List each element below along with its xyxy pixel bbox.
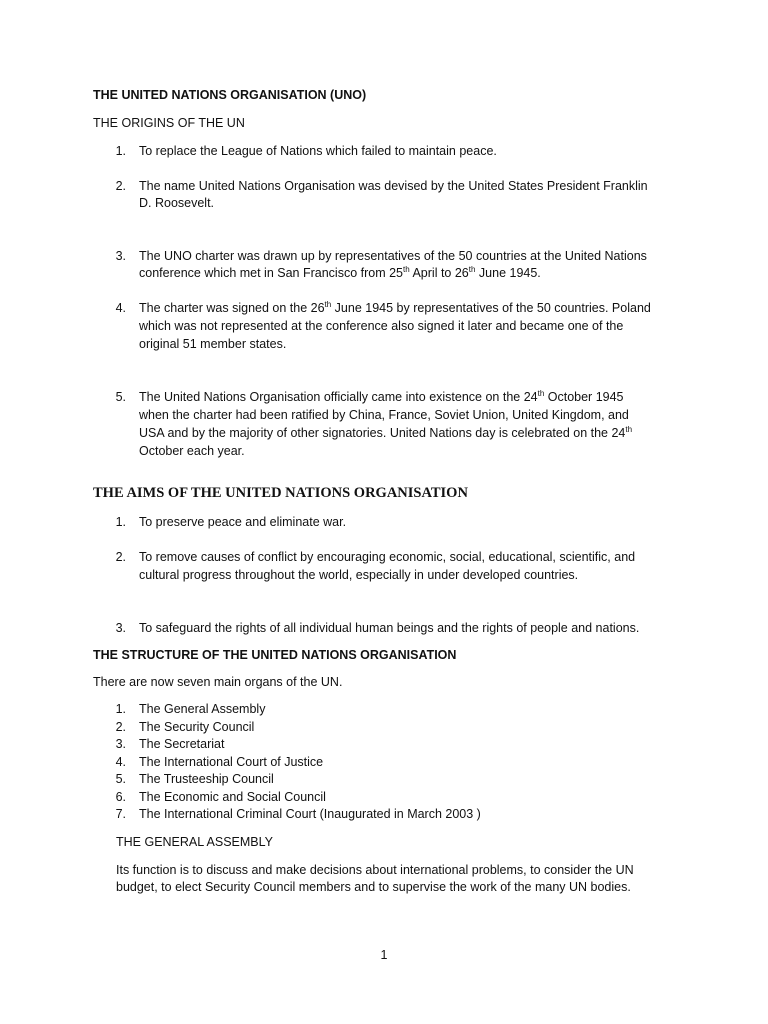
list-item-text: The UNO charter was drawn up by representatives of the 50 countries at the United Nations: [139, 249, 647, 263]
list-item-text: [139, 265, 541, 283]
text-run: April to 26: [409, 266, 469, 280]
superscript: th: [537, 388, 545, 398]
paragraph-line: Its function is to discuss and make decisions about international problems, to consider the UN: [116, 863, 634, 877]
paragraph-line: budget, to elect Security Council members and to supervise the work of the many UN bodies.: [116, 880, 631, 894]
text-run: June 1945 by representatives of the 50 countries. Poland: [331, 301, 651, 315]
list-number: 3.: [115, 737, 126, 751]
list-item-text: The Economic and Social Council: [139, 790, 326, 804]
list-number: 5.: [115, 390, 126, 404]
list-number: 3.: [115, 249, 126, 263]
list-number: 2.: [115, 550, 126, 564]
list-item-text: [139, 300, 651, 318]
superscript: th: [625, 424, 633, 434]
text-run: The charter was signed on the 26: [139, 301, 325, 315]
list-item-text: cultural progress throughout the world, especially in under developed countries.: [139, 568, 579, 582]
text-run: The United Nations Organisation officially came into existence on the 24: [139, 390, 538, 404]
list-number: 7.: [115, 807, 126, 821]
structure-intro: There are now seven main organs of the UN.: [93, 675, 343, 689]
list-item-text: The Security Council: [139, 720, 255, 734]
list-item-text: To preserve peace and eliminate war.: [139, 515, 347, 529]
list-number: 4.: [115, 301, 126, 315]
superscript: th: [403, 264, 410, 274]
list-item-text: To safeguard the rights of all individual human beings and the rights of people and nations.: [139, 621, 640, 635]
list-number: 3.: [115, 621, 126, 635]
list-number: 1.: [115, 144, 126, 158]
superscript: th: [324, 299, 332, 309]
superscript: th: [468, 264, 476, 274]
list-item-text: To remove causes of conflict by encouraging economic, social, educational, scientific, and: [139, 550, 636, 564]
general-assembly-heading: THE GENERAL ASSEMBLY: [116, 835, 273, 849]
document-title: THE UNITED NATIONS ORGANISATION (UNO): [93, 88, 367, 102]
list-number: 2.: [115, 179, 126, 193]
list-item-text: which was not represented at the conference also signed it later and became one of the: [139, 319, 624, 333]
list-item-text: [139, 389, 624, 407]
list-item-text: The Secretariat: [139, 737, 225, 751]
aims-heading: THE AIMS OF THE UNITED NATIONS ORGANISATION: [93, 485, 468, 501]
list-number: 2.: [115, 720, 126, 734]
list-number: 5.: [115, 772, 126, 786]
list-number: 1.: [115, 515, 126, 529]
structure-heading: THE STRUCTURE OF THE UNITED NATIONS ORGANISATION: [93, 648, 457, 662]
list-item-text: [139, 425, 632, 443]
text-run: conference which met in San Francisco from 25: [139, 266, 404, 280]
text-run: USA and by the majority of other signatories. United Nations day is celebrated on the 24: [139, 426, 626, 440]
list-number: 4.: [115, 755, 126, 769]
text-run: October 1945: [544, 390, 624, 404]
list-item-text: D. Roosevelt.: [139, 196, 215, 210]
list-item-text: The Trusteeship Council: [139, 772, 274, 786]
list-item-text: The name United Nations Organisation was devised by the United States President Franklin: [139, 179, 648, 193]
list-item-text: October each year.: [139, 444, 245, 458]
list-item-text: The International Court of Justice: [139, 755, 324, 769]
list-item-text: when the charter had been ratified by China, France, Soviet Union, United Kingdom, and: [139, 408, 629, 422]
list-number: 6.: [115, 790, 126, 804]
list-number: 1.: [115, 702, 126, 716]
list-item-text: original 51 member states.: [139, 337, 287, 351]
text-run: June 1945.: [475, 266, 541, 280]
list-item-text: To replace the League of Nations which failed to maintain peace.: [139, 144, 497, 158]
origins-heading: THE ORIGINS OF THE UN: [93, 116, 245, 130]
list-item-text: The International Criminal Court (Inaugurated in March 2003 ): [139, 807, 481, 821]
page-number: 1: [380, 948, 388, 962]
list-item-text: The General Assembly: [139, 702, 266, 716]
